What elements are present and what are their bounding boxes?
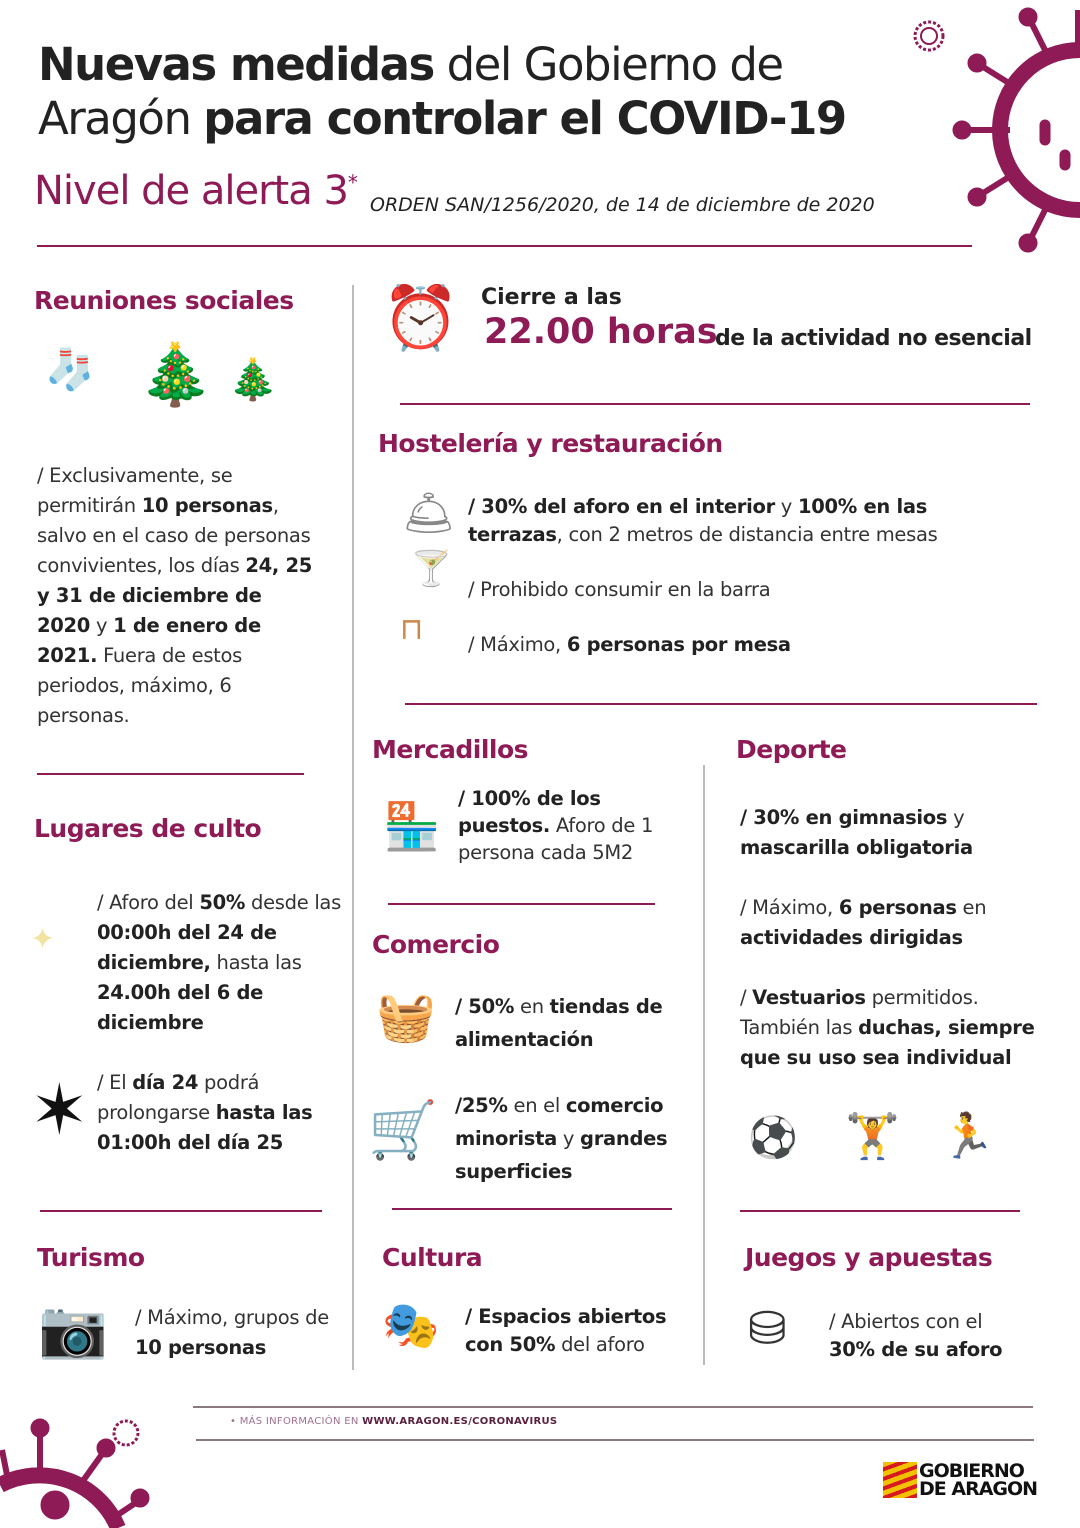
text-segment: en <box>514 995 550 1018</box>
divider <box>37 773 304 775</box>
divider <box>196 1439 1034 1441</box>
bold-text: 100% en las terrazas <box>468 495 928 546</box>
page-title <box>38 38 846 146</box>
bold-text: duchas, siempre que su uso sea individual <box>740 1016 1035 1069</box>
virus-decoration-icon <box>940 0 1080 260</box>
bold-text: 50% <box>199 891 246 914</box>
cocktail-icon: 🍸 <box>410 549 453 589</box>
bold-text: día 24 <box>132 1071 199 1094</box>
mercadillos-text <box>458 785 673 866</box>
text-segment: / Máximo, <box>468 633 567 656</box>
turismo-text <box>135 1303 335 1363</box>
bold-text: / 50% <box>455 995 515 1018</box>
gobierno-aragon-logo <box>883 1462 1039 1498</box>
text-segment: Aforo de 1 persona cada 5M2 <box>458 814 654 864</box>
bold-text: 10 personas <box>141 494 273 517</box>
alert-mark: * <box>347 170 357 195</box>
text-segment: y <box>774 495 798 518</box>
deporte-item-3 <box>740 983 1060 1073</box>
small-virus-icon <box>905 12 953 60</box>
bold-text: Vestuarios <box>752 986 866 1009</box>
text-segment: del Gobierno de <box>433 38 783 91</box>
bold-text: / 30% del aforo en el interior <box>468 495 775 518</box>
text-segment: desde las <box>245 891 341 914</box>
star-icon: ✶ <box>30 1069 89 1151</box>
text-segment: / Máximo, <box>740 896 839 919</box>
soccer-ball-icon: ⚽ <box>748 1115 798 1161</box>
text-segment: / Aforo del <box>97 891 200 914</box>
bold-text: para controlar el COVID-19 <box>203 92 846 145</box>
bold-text: comercio minorista <box>455 1094 664 1150</box>
comercio-item-2 <box>455 1089 695 1188</box>
divider <box>388 903 655 905</box>
bold-text: 30% de su aforo <box>829 1338 1003 1361</box>
text-segment: , con 2 metros de distancia entre mesas <box>556 523 938 546</box>
section-title-turismo: Turismo <box>37 1243 145 1272</box>
text-segment: hasta las <box>210 951 302 974</box>
hosteleria-item-3 <box>468 630 791 660</box>
camera-icon: 📷 <box>38 1297 108 1362</box>
title-line-1 <box>38 38 846 92</box>
text-segment: / Prohibido consumir en la barra <box>468 578 771 601</box>
closing-pre: Cierre a las <box>481 285 622 310</box>
divider <box>37 245 972 247</box>
weightlifter-icon: 🏋 <box>845 1111 900 1162</box>
text-segment: / <box>740 986 753 1009</box>
cloche-icon: 🛎 <box>402 488 456 537</box>
section-title-deporte: Deporte <box>736 735 847 764</box>
shopping-cart-icon: 🛒 <box>368 1098 438 1163</box>
text-segment: permitidos. También las <box>740 986 979 1039</box>
text-segment: podrá prolongarse <box>97 1071 260 1124</box>
bold-text: Nuevas medidas <box>38 38 434 91</box>
bold-text: 6 personas por mesa <box>566 633 791 656</box>
comercio-item-1 <box>455 990 695 1056</box>
christmas-tree-icon: 🎄 <box>138 340 213 410</box>
bold-text: 1 de enero de 2021. <box>37 614 261 667</box>
section-title-comercio: Comercio <box>372 930 500 959</box>
bold-text: 6 personas <box>838 896 957 919</box>
market-stall-icon: 🏪 <box>383 799 441 853</box>
bold-text: hasta las 01:00h del día 25 <box>97 1101 313 1154</box>
deporte-item-2 <box>740 893 1040 953</box>
order-reference: ORDEN SAN/1256/2020, de 14 de diciembre de 2020 <box>370 194 875 216</box>
bold-text: /25% <box>455 1094 508 1117</box>
bold-text: / Espacios abiertos con 50% <box>465 1305 667 1356</box>
text-segment: Fuera de estos periodos, máximo, 6 personas. <box>37 644 243 727</box>
section-title-cultura: Cultura <box>382 1243 483 1272</box>
more-info-label: MÁS INFORMACIÓN EN <box>239 1416 363 1427</box>
logo-text: GOBIERNO DE ARAGON <box>919 1460 1038 1500</box>
runner-icon: 🏃 <box>940 1111 995 1162</box>
text-segment: , salvo en el caso de personas convivientes, los días <box>37 494 311 577</box>
column-divider <box>352 285 354 1370</box>
section-title-hosteleria: Hostelería y restauración <box>378 429 723 458</box>
alert-level <box>34 168 357 214</box>
bold-text: actividades dirigidas <box>740 926 963 949</box>
text-segment: del aforo <box>555 1333 645 1356</box>
text-segment: y <box>947 806 965 829</box>
alarm-clock-icon: ⏰ <box>382 281 460 354</box>
divider <box>40 1210 322 1212</box>
theater-masks-icon: 🎭 <box>382 1298 440 1352</box>
text-segment: Aragón <box>38 92 204 145</box>
more-info: • MÁS INFORMACIÓN EN WWW.ARAGON.ES/CORONAVIRUS <box>230 1416 558 1427</box>
section-title-mercadillos: Mercadillos <box>372 735 529 764</box>
title-line-2 <box>38 92 846 146</box>
text-segment: en <box>956 896 987 919</box>
reuniones-text <box>37 461 317 731</box>
bold-text: tiendas de alimentación <box>455 995 663 1051</box>
bold-text: grandes superficies <box>455 1127 668 1183</box>
bold-text: 00:00h del 24 de diciembre, <box>97 921 277 974</box>
text-segment: / Exclusivamente, se permitirán <box>37 464 233 517</box>
divider <box>193 1406 1033 1408</box>
bold-text: 24, 25 y 31 de diciembre de 2020 <box>37 554 313 637</box>
culto-text-2 <box>97 1068 337 1158</box>
section-title-reuniones: Reuniones sociales <box>34 286 294 315</box>
text-segment: / Abiertos con el <box>829 1310 983 1333</box>
aragon-flag-icon <box>883 1462 917 1498</box>
casino-chips-icon: ⛁ <box>748 1301 787 1355</box>
text-segment: / Máximo, grupos de <box>135 1306 329 1329</box>
divider <box>405 703 1037 705</box>
bold-text: 24.00h del 6 de diciembre <box>97 981 264 1034</box>
hosteleria-item-1 <box>468 493 1028 549</box>
ornaments-icon: 🎄 <box>228 357 278 403</box>
culto-text-1 <box>97 888 342 1038</box>
text-segment: y <box>556 1127 581 1150</box>
text-segment: y <box>90 614 114 637</box>
section-title-culto: Lugares de culto <box>34 814 262 843</box>
table-chairs-icon: ⊓ <box>400 612 424 647</box>
juegos-text <box>829 1308 1029 1364</box>
christmas-stocking-icon: 🧦 <box>45 347 95 393</box>
bold-text: mascarilla obligatoria <box>740 836 973 859</box>
light-sparkle-icon: ✦ <box>30 922 56 957</box>
small-virus-icon <box>108 1415 144 1451</box>
text-segment: / El <box>97 1071 133 1094</box>
divider <box>740 1210 1020 1212</box>
column-divider <box>703 765 705 1365</box>
section-title-juegos: Juegos y apuestas <box>745 1243 993 1272</box>
cultura-text <box>465 1303 690 1359</box>
text-segment: en el <box>507 1094 566 1117</box>
bold-text: / 100% de los puestos. <box>458 787 601 837</box>
divider <box>400 403 1030 405</box>
bold-text: / 30% en gimnasios <box>740 806 948 829</box>
hosteleria-item-2 <box>468 575 770 605</box>
closing-post: de la actividad no esencial <box>715 326 1032 351</box>
deporte-item-1 <box>740 803 1040 863</box>
food-basket-icon: 🧺 <box>376 989 436 1045</box>
more-info-link[interactable]: WWW.ARAGON.ES/CORONAVIRUS <box>362 1416 558 1427</box>
closing-time: 22.00 horas <box>484 312 718 352</box>
divider <box>392 1208 672 1210</box>
alert-level-text: Nivel de alerta 3 <box>34 168 348 214</box>
bold-text: 10 personas <box>135 1336 267 1359</box>
